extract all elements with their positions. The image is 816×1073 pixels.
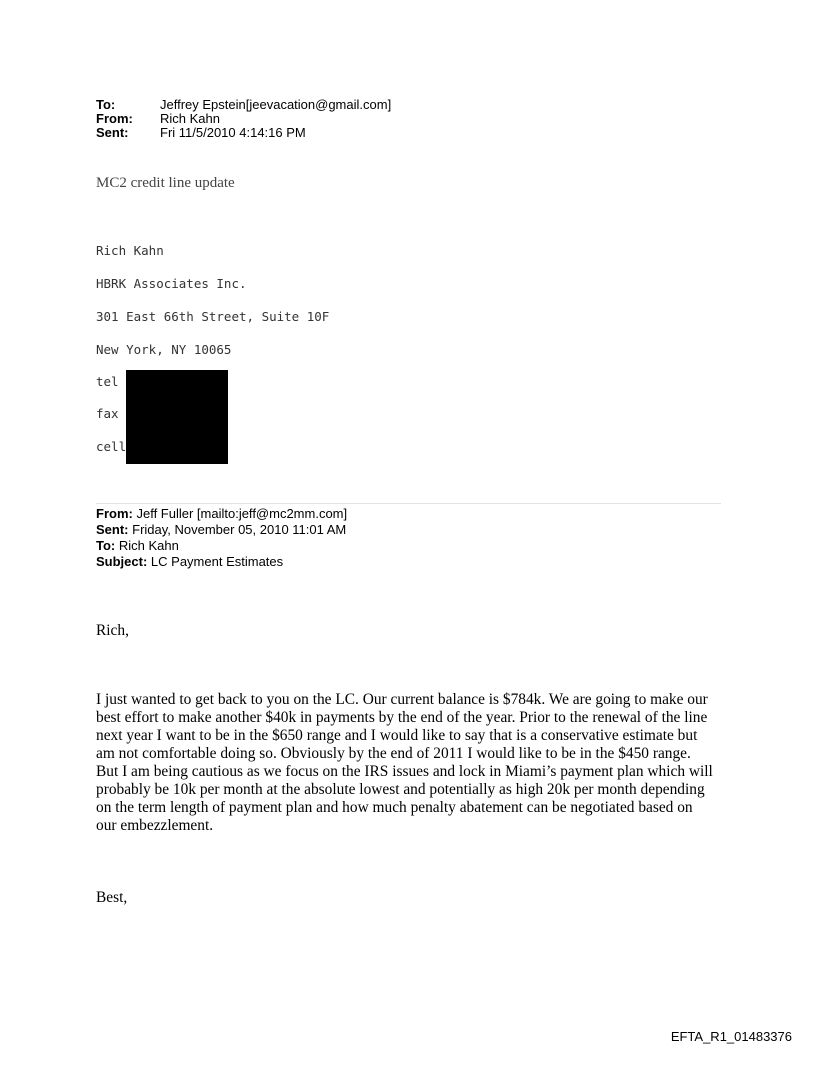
header-from-row <box>96 112 391 126</box>
fwd-sent-label: Sent: <box>96 522 129 537</box>
fwd-to-value: Rich Kahn <box>118 538 179 553</box>
divider <box>96 503 721 504</box>
signature-cell-label: cell <box>96 439 127 454</box>
fwd-subject-row <box>96 554 347 570</box>
email-subject: MC2 credit line update <box>96 175 235 191</box>
fwd-from-row <box>96 506 347 522</box>
signature-fax-label: fax <box>96 406 119 421</box>
signature-address: 301 East 66th Street, Suite 10F <box>96 309 330 324</box>
sent-value: Fri 11/5/2010 4:14:16 PM <box>160 125 306 140</box>
from-value: Rich Kahn <box>160 111 220 126</box>
email-header <box>96 98 391 140</box>
header-to-row <box>96 98 391 112</box>
fwd-to-row <box>96 538 347 554</box>
fwd-to-label: To: <box>96 538 116 553</box>
message-body: I just wanted to get back to you on the LC. Our current balance is $784k. We are going to make our best effort to make another $40k in payments by the end of the year. Prior to the renewal of the line next year I want to be in the $650 range and I would like to say that is a conservative estimate but am not comfortable doing so. Obviously by the end of 2011 I would like to be in the $450 range. But I am being cautious as we focus on the IRS issues and lock in Miami’s payment plan which will probably be 10k per month at the absolute lowest and potentially as high 20k per month depending on the term length of payment plan and how much penalty abatement can be negotiated based on our embezzlement. <box>96 691 713 834</box>
signature-name: Rich Kahn <box>96 243 164 258</box>
signature-company: HBRK Associates Inc. <box>96 276 247 291</box>
fwd-from-value: Jeff Fuller [mailto:jeff@mc2mm.com] <box>136 506 348 521</box>
from-label: From: <box>96 111 133 126</box>
redaction-box <box>126 370 228 464</box>
fwd-subject-value: LC Payment Estimates <box>150 554 284 569</box>
document-id: EFTA_R1_01483376 <box>670 1029 792 1044</box>
fwd-sent-value: Friday, November 05, 2010 11:01 AM <box>132 522 347 537</box>
signature-tel-label: tel <box>96 374 119 389</box>
to-label: To: <box>96 97 116 112</box>
to-value: Jeffrey Epstein[jeevacation@gmail.com] <box>160 97 392 112</box>
header-sent-row <box>96 126 391 140</box>
signature-city: New York, NY 10065 <box>96 342 232 357</box>
closing: Best, <box>96 889 128 906</box>
fwd-from-label: From: <box>96 506 133 521</box>
greeting: Rich, <box>96 622 129 639</box>
sent-label: Sent: <box>96 125 129 140</box>
fwd-subject-label: Subject: <box>96 554 148 569</box>
fwd-sent-row <box>96 522 347 538</box>
forwarded-header <box>96 506 347 570</box>
